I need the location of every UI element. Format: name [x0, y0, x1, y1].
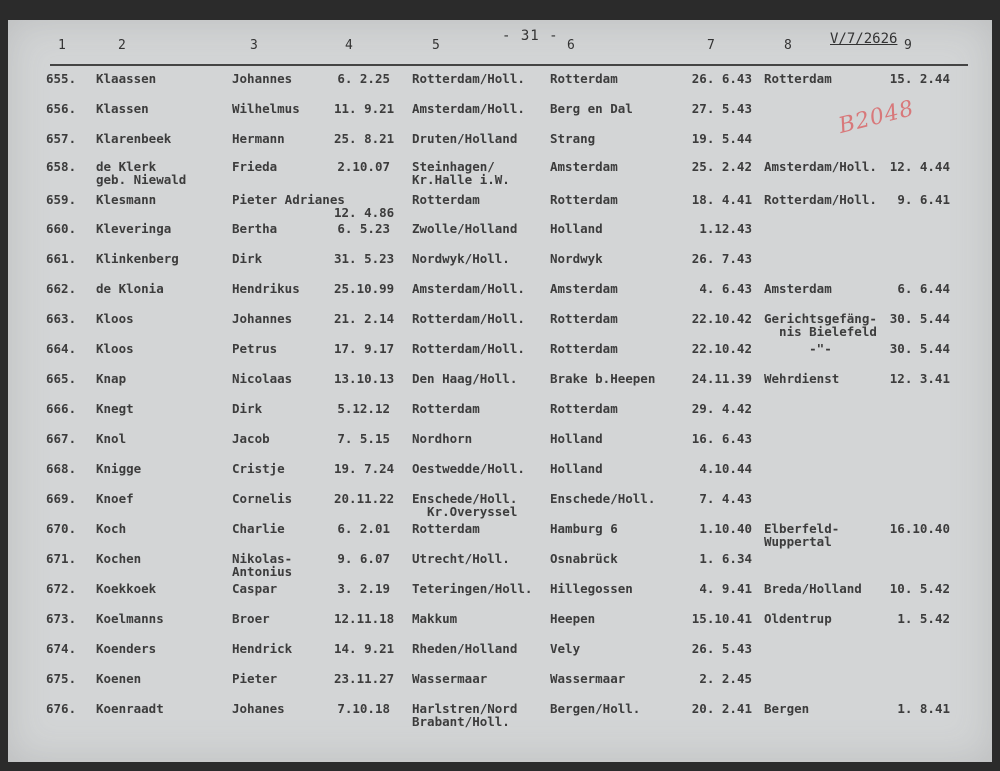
surname: Klesmann — [96, 192, 157, 207]
table-row — [0, 342, 1000, 372]
arrival-date: 1. 6.34 — [699, 551, 752, 566]
departure-date: 1. 5.42 — [897, 611, 950, 626]
given-name: Dirk — [232, 251, 263, 266]
destination: Rotterdam — [764, 71, 832, 86]
given-name: Johannes — [232, 311, 293, 326]
departure-date: 10. 5.42 — [889, 581, 950, 596]
birth-date: 14. 9.21 — [334, 641, 395, 656]
row-number: 658. — [46, 159, 77, 174]
birth-date: 3. 2.19 — [337, 581, 390, 596]
arrival-date: 18. 4.41 — [691, 192, 752, 207]
birth-date: 12. 4.86 — [334, 205, 395, 220]
departure-date: 1. 8.41 — [897, 701, 950, 716]
birth-date: 17. 9.17 — [334, 341, 395, 356]
surname: Koekkoek — [96, 581, 157, 596]
table-row — [0, 72, 1000, 102]
table-row — [0, 372, 1000, 402]
handwritten-annotation: B2048 — [836, 96, 918, 139]
residence: Rotterdam — [550, 341, 618, 356]
given-name: Bertha — [232, 221, 278, 236]
table-row — [0, 612, 1000, 642]
departure-date: 12. 3.41 — [889, 371, 950, 386]
given-name: Pieter Adrianes — [232, 192, 345, 207]
residence: Wassermaar — [550, 671, 626, 686]
arrival-date: 25. 2.42 — [691, 159, 752, 174]
given-name: Nikolas- Antonius — [232, 551, 293, 579]
residence: Berg en Dal — [550, 101, 633, 116]
birthplace: Druten/Holland — [412, 131, 518, 146]
residence: Vely — [550, 641, 581, 656]
residence: Holland — [550, 221, 603, 236]
arrival-date: 1.10.40 — [699, 521, 752, 536]
row-number: 664. — [46, 341, 77, 356]
destination: Bergen — [764, 701, 810, 716]
residence: Strang — [550, 131, 596, 146]
surname: Klassen — [96, 101, 149, 116]
arrival-date: 22.10.42 — [691, 311, 752, 326]
birthplace: Enschede/Holl. Kr.Overyssel — [412, 491, 518, 519]
destination: Gerichtsgefäng- nis Bielefeld — [764, 311, 877, 339]
row-number: 660. — [46, 221, 77, 236]
row-number: 667. — [46, 431, 77, 446]
arrival-date: 27. 5.43 — [691, 101, 752, 116]
row-number: 669. — [46, 491, 77, 506]
surname: Koelmanns — [96, 611, 164, 626]
table-row — [0, 222, 1000, 252]
row-number: 657. — [46, 131, 77, 146]
birthplace: Utrecht/Holl. — [412, 551, 510, 566]
birthplace: Harlstren/Nord Brabant/Holl. — [412, 701, 518, 729]
given-name: Frieda — [232, 159, 278, 174]
given-name: Cornelis — [232, 491, 293, 506]
residence: Holland — [550, 461, 603, 476]
table-row — [0, 132, 1000, 162]
birthplace: Nordhorn — [412, 431, 473, 446]
departure-date: 12. 4.44 — [889, 159, 950, 174]
birth-date: 2.10.07 — [337, 159, 390, 174]
departure-date: 15. 2.44 — [889, 71, 950, 86]
arrival-date: 29. 4.42 — [691, 401, 752, 416]
destination: Oldentrup — [764, 611, 832, 626]
arrival-date: 4. 9.41 — [699, 581, 752, 596]
residence: Rotterdam — [550, 311, 618, 326]
row-number: 668. — [46, 461, 77, 476]
surname: Kleveringa — [96, 221, 172, 236]
surname: Klaassen — [96, 71, 157, 86]
birth-date: 7.10.18 — [337, 701, 390, 716]
given-name: Nicolaas — [232, 371, 293, 386]
residence: Holland — [550, 431, 603, 446]
destination: Amsterdam/Holl. — [764, 159, 877, 174]
residence: Rotterdam — [550, 192, 618, 207]
table-row — [0, 462, 1000, 492]
birthplace: Rotterdam/Holl. — [412, 311, 525, 326]
given-name: Cristje — [232, 461, 285, 476]
row-number: 665. — [46, 371, 77, 386]
surname: de Klerk geb. Niewald — [96, 159, 187, 187]
table-row — [0, 102, 1000, 132]
row-number: 656. — [46, 101, 77, 116]
birth-date: 7. 5.15 — [337, 431, 390, 446]
arrival-date: 20. 2.41 — [691, 701, 752, 716]
birthplace: Amsterdam/Holl. — [412, 101, 525, 116]
birthplace: Wassermaar — [412, 671, 488, 686]
table-row — [0, 193, 1000, 223]
residence: Nordwyk — [550, 251, 603, 266]
row-number: 659. — [46, 192, 77, 207]
given-name: Dirk — [232, 401, 263, 416]
surname: Koch — [96, 521, 127, 536]
birth-date: 23.11.27 — [334, 671, 395, 686]
residence: Rotterdam — [550, 401, 618, 416]
birthplace: Nordwyk/Holl. — [412, 251, 510, 266]
row-number: 676. — [46, 701, 77, 716]
table-row — [0, 402, 1000, 432]
row-number: 675. — [46, 671, 77, 686]
arrival-date: 16. 6.43 — [691, 431, 752, 446]
arrival-date: 26. 7.43 — [691, 251, 752, 266]
birthplace: Rotterdam — [412, 521, 480, 536]
birth-date: 20.11.22 — [334, 491, 395, 506]
table-row — [0, 702, 1000, 732]
destination: Elberfeld- Wuppertal — [764, 521, 840, 549]
birth-date: 6. 5.23 — [337, 221, 390, 236]
row-number: 672. — [46, 581, 77, 596]
birthplace: Rheden/Holland — [412, 641, 518, 656]
reference-number: V/7/2626 — [830, 31, 898, 47]
column-header-2: 2 — [118, 38, 126, 53]
surname: Knap — [96, 371, 127, 386]
birthplace: Amsterdam/Holl. — [412, 281, 525, 296]
arrival-date: 4. 6.43 — [699, 281, 752, 296]
table-row — [0, 552, 1000, 582]
departure-date: 30. 5.44 — [889, 341, 950, 356]
table-row — [0, 160, 1000, 190]
row-number: 674. — [46, 641, 77, 656]
page-number: - 31 - — [502, 28, 559, 44]
birth-date: 13.10.13 — [334, 371, 395, 386]
surname: Knoef — [96, 491, 134, 506]
surname: Knol — [96, 431, 127, 446]
row-number: 666. — [46, 401, 77, 416]
residence: Hamburg 6 — [550, 521, 618, 536]
table-row — [0, 492, 1000, 522]
surname: Klarenbeek — [96, 131, 172, 146]
birth-date: 19. 7.24 — [334, 461, 395, 476]
column-header-5: 5 — [432, 38, 440, 53]
birth-date: 31. 5.23 — [334, 251, 395, 266]
birthplace: Rotterdam/Holl. — [412, 341, 525, 356]
destination: Breda/Holland — [764, 581, 862, 596]
given-name: Hendrikus — [232, 281, 300, 296]
table-row — [0, 282, 1000, 312]
birthplace: Zwolle/Holland — [412, 221, 518, 236]
column-header-9: 9 — [904, 38, 912, 53]
surname: Knigge — [96, 461, 142, 476]
surname: Kloos — [96, 341, 134, 356]
given-name: Charlie — [232, 521, 285, 536]
birthplace: Rotterdam/Holl. — [412, 71, 525, 86]
table-row — [0, 312, 1000, 342]
surname: Kochen — [96, 551, 142, 566]
residence: Osnabrück — [550, 551, 618, 566]
residence: Enschede/Holl. — [550, 491, 656, 506]
birthplace: Rotterdam — [412, 192, 480, 207]
column-header-7: 7 — [707, 38, 715, 53]
birth-date: 9. 6.07 — [337, 551, 390, 566]
table-row — [0, 252, 1000, 282]
given-name: Hendrick — [232, 641, 293, 656]
residence: Bergen/Holl. — [550, 701, 641, 716]
surname: de Klonia — [96, 281, 164, 296]
header-rule — [50, 64, 968, 66]
surname: Koenders — [96, 641, 157, 656]
birthplace: Makkum — [412, 611, 458, 626]
birth-date: 21. 2.14 — [334, 311, 395, 326]
given-name: Caspar — [232, 581, 278, 596]
column-header-6: 6 — [567, 38, 575, 53]
given-name: Broer — [232, 611, 270, 626]
departure-date: 30. 5.44 — [889, 311, 950, 326]
arrival-date: 26. 6.43 — [691, 71, 752, 86]
destination: -"- — [764, 341, 832, 356]
surname: Kloos — [96, 311, 134, 326]
arrival-date: 24.11.39 — [691, 371, 752, 386]
row-number: 662. — [46, 281, 77, 296]
birthplace: Den Haag/Holl. — [412, 371, 518, 386]
arrival-date: 7. 4.43 — [699, 491, 752, 506]
row-number: 673. — [46, 611, 77, 626]
arrival-date: 15.10.41 — [691, 611, 752, 626]
arrival-date: 1.12.43 — [699, 221, 752, 236]
birth-date: 25. 8.21 — [334, 131, 395, 146]
birth-date: 5.12.12 — [337, 401, 390, 416]
row-number: 663. — [46, 311, 77, 326]
table-row — [0, 672, 1000, 702]
surname: Knegt — [96, 401, 134, 416]
arrival-date: 2. 2.45 — [699, 671, 752, 686]
departure-date: 16.10.40 — [889, 521, 950, 536]
given-name: Pieter — [232, 671, 278, 686]
column-header-4: 4 — [345, 38, 353, 53]
birthplace: Teteringen/Holl. — [412, 581, 533, 596]
table-row — [0, 522, 1000, 552]
given-name: Hermann — [232, 131, 285, 146]
birthplace: Oestwedde/Holl. — [412, 461, 525, 476]
column-header-3: 3 — [250, 38, 258, 53]
residence: Amsterdam — [550, 281, 618, 296]
birth-date: 6. 2.25 — [337, 71, 390, 86]
column-header-1: 1 — [58, 38, 66, 53]
row-number: 661. — [46, 251, 77, 266]
residence: Brake b.Heepen — [550, 371, 656, 386]
destination: Rotterdam/Holl. — [764, 192, 877, 207]
arrival-date: 26. 5.43 — [691, 641, 752, 656]
residence: Heepen — [550, 611, 596, 626]
surname: Klinkenberg — [96, 251, 179, 266]
table-row — [0, 642, 1000, 672]
residence: Hillegossen — [550, 581, 633, 596]
surname: Koenen — [96, 671, 142, 686]
birth-date: 6. 2.01 — [337, 521, 390, 536]
departure-date: 9. 6.41 — [897, 192, 950, 207]
given-name: Johannes — [232, 71, 293, 86]
birthplace: Rotterdam — [412, 401, 480, 416]
arrival-date: 4.10.44 — [699, 461, 752, 476]
birth-date: 25.10.99 — [334, 281, 395, 296]
surname: Koenraadt — [96, 701, 164, 716]
row-number: 655. — [46, 71, 77, 86]
table-row — [0, 582, 1000, 612]
given-name: Johanes — [232, 701, 285, 716]
given-name: Wilhelmus — [232, 101, 300, 116]
given-name: Petrus — [232, 341, 278, 356]
residence: Amsterdam — [550, 159, 618, 174]
birth-date: 12.11.18 — [334, 611, 395, 626]
birthplace: Steinhagen/ Kr.Halle i.W. — [412, 159, 510, 187]
row-number: 670. — [46, 521, 77, 536]
residence: Rotterdam — [550, 71, 618, 86]
destination: Amsterdam — [764, 281, 832, 296]
row-number: 671. — [46, 551, 77, 566]
destination: Wehrdienst — [764, 371, 840, 386]
arrival-date: 22.10.42 — [691, 341, 752, 356]
column-header-8: 8 — [784, 38, 792, 53]
given-name: Jacob — [232, 431, 270, 446]
departure-date: 6. 6.44 — [897, 281, 950, 296]
birth-date: 11. 9.21 — [334, 101, 395, 116]
table-row — [0, 432, 1000, 462]
arrival-date: 19. 5.44 — [691, 131, 752, 146]
